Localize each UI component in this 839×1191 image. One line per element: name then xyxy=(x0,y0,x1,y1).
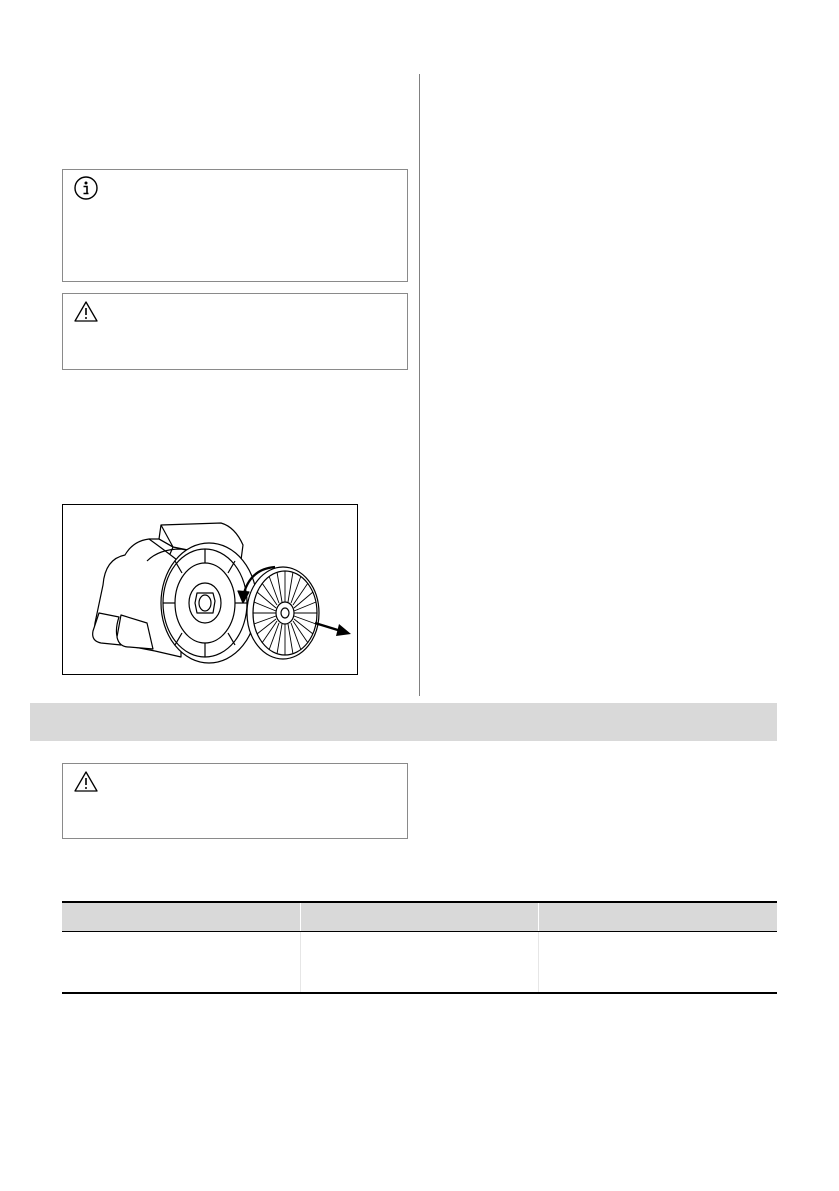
info-icon xyxy=(73,175,99,201)
table-row xyxy=(62,932,777,994)
warning-notice-box xyxy=(62,293,408,370)
column-divider xyxy=(300,903,301,931)
warning-notice-box xyxy=(62,763,408,839)
filter-removal-illustration xyxy=(62,504,358,675)
column-divider xyxy=(538,903,539,931)
warning-triangle-icon xyxy=(73,769,99,795)
column-divider xyxy=(300,932,301,992)
section-heading-band xyxy=(30,703,777,741)
info-notice-box xyxy=(62,169,408,282)
column-divider xyxy=(538,932,539,992)
warning-triangle-icon xyxy=(73,299,99,325)
fan-motor-drawing xyxy=(63,505,357,674)
column-divider xyxy=(419,74,420,696)
table-header-row xyxy=(62,901,777,932)
